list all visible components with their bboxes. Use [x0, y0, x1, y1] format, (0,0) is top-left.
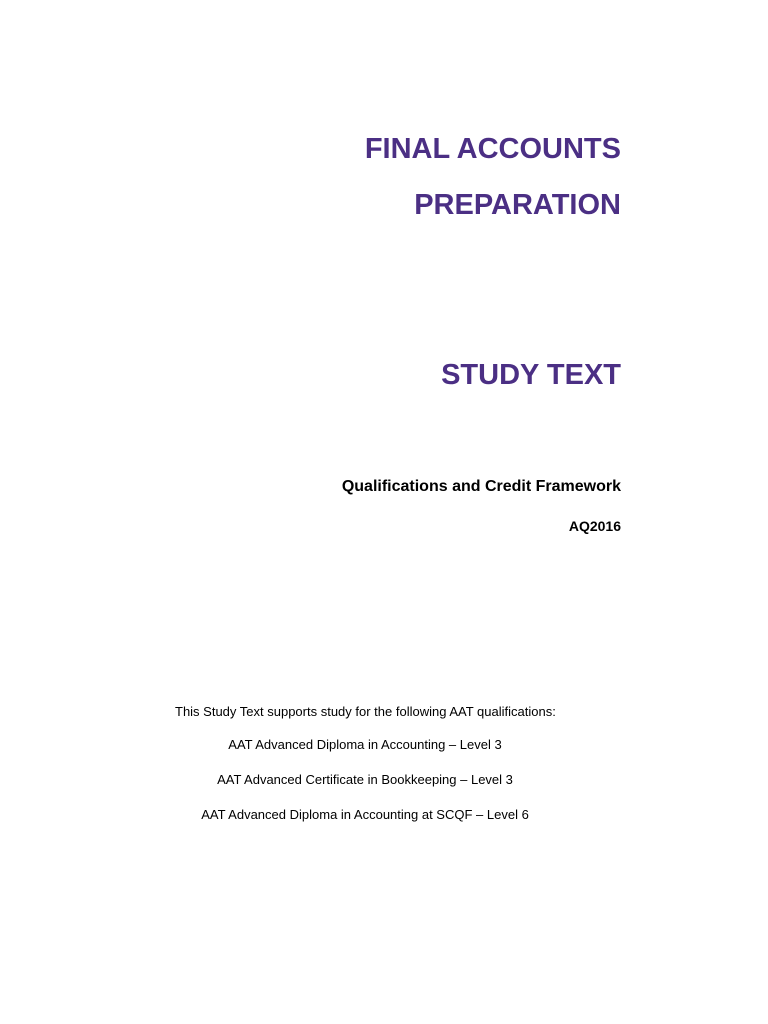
document-type-title: STUDY TEXT — [441, 359, 621, 391]
syllabus-code: AQ2016 — [568, 518, 621, 534]
qualifications-list — [175, 736, 555, 841]
title-line-1: FINAL ACCOUNTS — [364, 133, 621, 165]
intro-text: This Study Text supports study for the following AAT qualifications: — [175, 704, 556, 719]
qualification-item: AAT Advanced Diploma in Accounting – Level 3 — [228, 737, 502, 752]
qualification-item: AAT Advanced Certificate in Bookkeeping – Level 3 — [217, 772, 513, 787]
qualification-item: AAT Advanced Diploma in Accounting at SCQF – Level 6 — [201, 807, 529, 822]
title-line-2: PREPARATION — [414, 189, 621, 221]
framework-subtitle: Qualifications and Credit Framework — [341, 478, 621, 495]
